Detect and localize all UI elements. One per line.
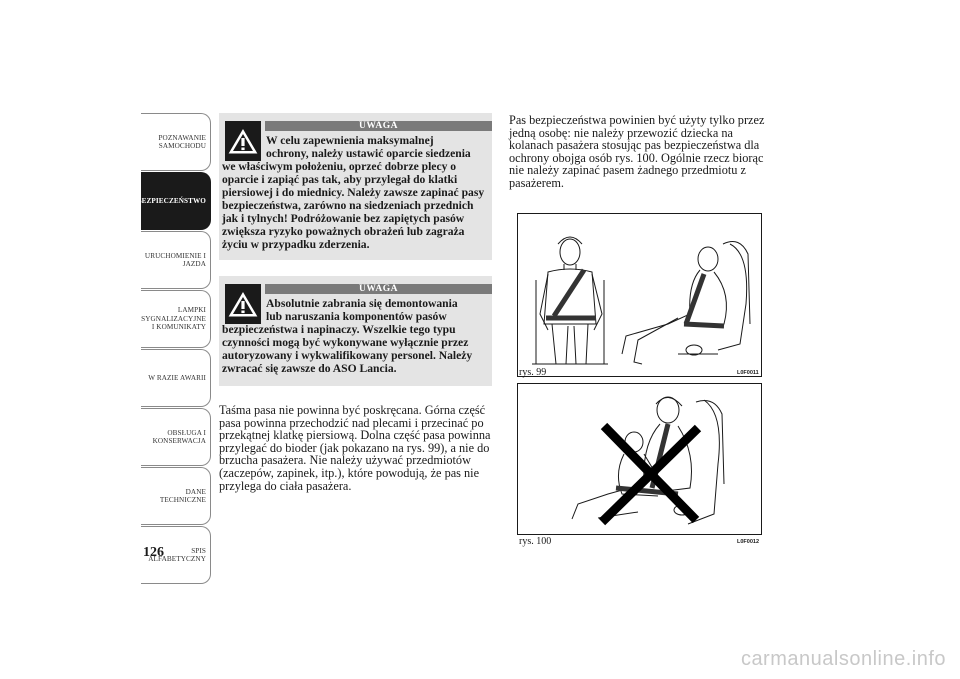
warning-line: ochrony, należy ustawić oparcie siedzenia bbox=[266, 147, 471, 160]
one-person-paragraph: Pas bezpieczeństwa powinien być użyty tylko przez jedną osobę: nie należy przewozić dziecka na kolanach pasażera stosując pas bezpieczeństwa dla ochrony obojga osób rys. 100. Ogólnie rzecz biorąc nie należy zapinać pasem żadnego przedmiotu z pasażerem. bbox=[509, 113, 765, 190]
tab-label: SPIS ALFABETYCZNY bbox=[148, 546, 206, 563]
warning-body: bezpieczeństwa i napinaczy. Wszelkie tego typu czynności mogą być wykonywane wyłącznie przez autoryzowany i wykwalifikowany personel. Należy zwracać się zawsze do ASO Lancia. bbox=[222, 323, 473, 375]
tab-uruchomienie-i-jazda[interactable] bbox=[141, 231, 211, 289]
belt-usage-paragraph: Taśma pasa nie powinna być poskręcana. Górna część pasa powinna przechodzić nad plecami i przecinać po przekątnej klatkę piersiową. Dolna część pasa powinna przylegać do bioder (jak pokazano na rys. 99), a nie do brzucha pasażera. Nie należy używać przedmiotów (zaczepów, zapinek, itp.), które powodują, że pas nie przylega do ciała pasażera. bbox=[219, 403, 491, 493]
warning-box-no-dismantling bbox=[219, 276, 492, 386]
figure-seat-belt-correct bbox=[517, 213, 762, 377]
figure-seat-belt-child-prohibited bbox=[517, 383, 762, 535]
tab-poznawanie-samochodu[interactable] bbox=[141, 113, 211, 171]
tab-label: OBSŁUGA I KONSERWACJA bbox=[152, 428, 206, 445]
tab-label: BEZPIECZEŃSTWO bbox=[136, 196, 206, 205]
tab-obsluga-i-konserwacja[interactable] bbox=[141, 408, 211, 466]
figure-code: L0F0012 bbox=[737, 539, 760, 545]
figure-caption: rys. 99 bbox=[519, 367, 547, 378]
warning-title: UWAGA bbox=[265, 121, 492, 131]
warning-title: UWAGA bbox=[265, 284, 492, 294]
tab-label: DANE TECHNICZNE bbox=[159, 487, 206, 504]
warning-line: W celu zapewnienia maksymalnej bbox=[266, 134, 434, 147]
tab-label: W RAZIE AWARII bbox=[148, 373, 206, 382]
warning-line: lub naruszania komponentów pasów bbox=[266, 310, 447, 323]
tab-bezpieczenstwo[interactable] bbox=[136, 172, 211, 230]
warning-body: we właściwym położeniu, oprzeć dobrze plecy o oparcie i zapiąć pas tak, aby przylegał do klatki piersiowej i do miednicy. Należy zawsze zapinać pasy bezpieczeństwa, zarówno na siedzeniach przednich jak i tylnych! Podróżowanie bez zapiętych pasów zwiększa ryzyko poważnych obrażeń lub zagraża życiu w przypadku zderzenia. bbox=[222, 160, 485, 251]
warning-text bbox=[222, 134, 488, 251]
tab-lampki-sygnalizacyjne[interactable] bbox=[141, 290, 211, 348]
figure-caption: rys. 100 bbox=[519, 536, 552, 547]
tab-label: URUCHOMIENIE I JAZDA bbox=[144, 251, 206, 268]
seat-belt-illustration bbox=[518, 214, 761, 376]
watermark: carmanualsonline.info bbox=[740, 648, 946, 670]
warning-box-seat-position bbox=[219, 113, 492, 260]
tab-label: POZNAWANIE SAMOCHODU bbox=[158, 133, 206, 150]
page-number: 126 bbox=[143, 545, 164, 560]
tab-label: LAMPKI SYGNALIZACYJNE I KOMUNIKATY bbox=[141, 306, 206, 332]
tab-w-razie-awarii[interactable] bbox=[141, 349, 211, 407]
warning-line: Absolutnie zabrania się demontowania bbox=[266, 297, 458, 310]
child-on-lap-illustration bbox=[518, 384, 761, 534]
tab-dane-techniczne[interactable] bbox=[141, 467, 211, 525]
figure-code: L0F0011 bbox=[737, 370, 759, 376]
warning-text bbox=[222, 297, 488, 375]
